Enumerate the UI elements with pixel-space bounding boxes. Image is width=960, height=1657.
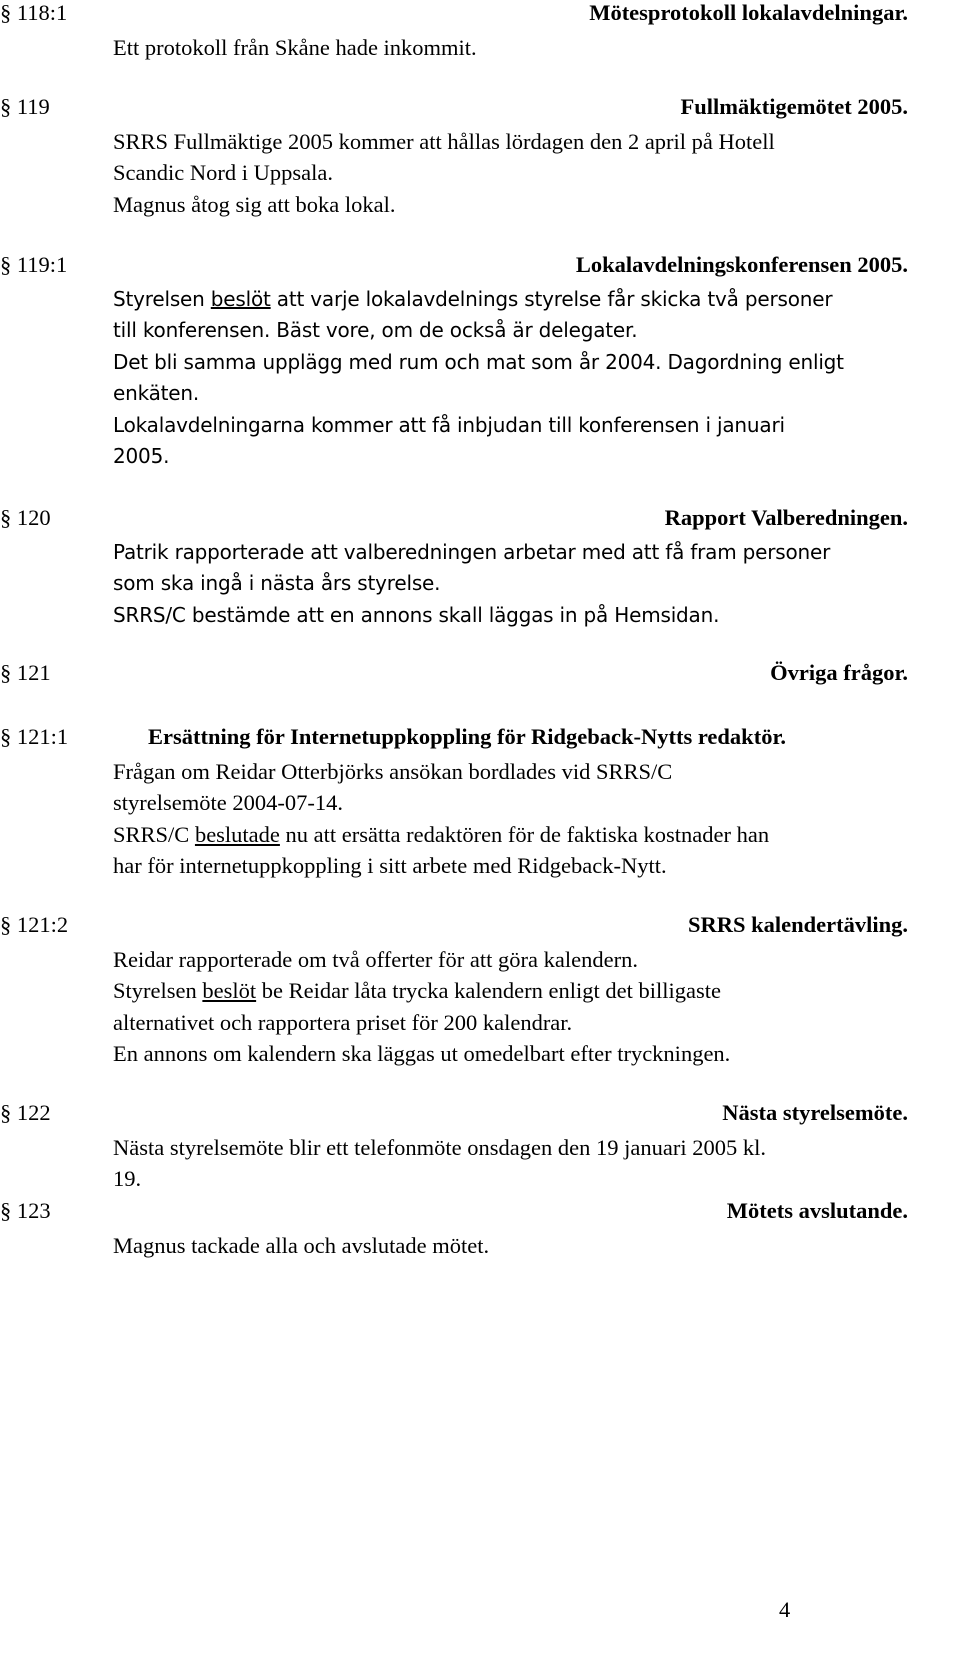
section-body <box>113 1132 913 1195</box>
paragraph-number: § 119 <box>0 94 50 119</box>
body-line <box>113 975 913 1007</box>
section-heading: Fullmäktigemötet 2005. <box>680 94 908 119</box>
body-line: 2005. <box>113 444 170 468</box>
body-line: Ett protokoll från Skåne hade inkommit. <box>113 34 477 60</box>
body-line: enkäten. <box>113 381 200 405</box>
body-line: alternativet och rapportera priset för 200 kalendrar. <box>113 1009 573 1035</box>
section-heading: Rapport Valberedningen. <box>664 505 908 530</box>
paragraph-number: § 122 <box>0 1100 51 1125</box>
body-line <box>113 819 913 851</box>
paragraph-number: § 118:1 <box>0 0 68 25</box>
paragraph-number: § 123 <box>0 1198 51 1223</box>
line-text: Styrelsen <box>113 978 203 1003</box>
body-line: Scandic Nord i Uppsala. <box>113 160 333 185</box>
line-text: Styrelsen <box>113 286 211 311</box>
body-line: som ska ingå i nästa års styrelse. <box>113 571 441 595</box>
section-body <box>113 537 913 632</box>
body-line: Magnus åtog sig att boka lokal. <box>113 191 396 217</box>
body-line: styrelsemöte 2004-07-14. <box>113 790 343 815</box>
page-number: 4 <box>779 1597 791 1622</box>
underlined-word: beslutade <box>194 821 280 847</box>
paragraph-number: § 121:2 <box>0 912 69 937</box>
body-line: Nästa styrelsemöte blir ett telefonmöte onsdagen den 19 januari 2005 kl. <box>113 1134 766 1160</box>
paragraph-number: § 120 <box>0 505 51 530</box>
body-line: 19. <box>113 1166 142 1191</box>
body-line: till konferensen. Bäst vore, om de också är delegater. <box>113 318 638 342</box>
paragraph-number: § 121 <box>0 660 51 685</box>
section-heading: Mötesprotokoll lokalavdelningar. <box>589 0 908 25</box>
body-line: En annons om kalendern ska läggas ut omedelbart efter tryckningen. <box>113 1041 731 1066</box>
underlined-word: beslöt <box>202 978 257 1003</box>
body-line: Magnus tackade alla och avslutade mötet. <box>113 1232 490 1258</box>
body-line: Det bli samma upplägg med rum och mat som år 2004. Dagordning enligt <box>113 349 844 374</box>
body-line: SRRS Fullmäktige 2005 kommer att hållas lördagen den 2 april på Hotell <box>113 128 775 154</box>
body-line <box>113 284 913 316</box>
section-body <box>113 32 913 64</box>
body-line: har för internetuppkoppling i sitt arbete med Ridgeback-Nytt. <box>113 853 667 878</box>
paragraph-number: § 119:1 <box>0 252 68 277</box>
body-line: Frågan om Reidar Otterbjörks ansökan bordlades vid SRRS/C <box>113 758 673 784</box>
line-text: nu att ersätta redaktören för de faktiska kostnader han <box>279 821 770 847</box>
section-heading: Ersättning för Internetuppkoppling för Ridgeback-Nytts redaktör. <box>148 724 786 749</box>
section-heading: SRRS kalendertävling. <box>687 912 908 937</box>
body-line: Patrik rapporterade att valberedningen arbetar med att få fram personer <box>113 539 831 564</box>
line-text: be Reidar låta trycka kalendern enligt det billigaste <box>256 978 721 1003</box>
section-body <box>113 284 913 473</box>
body-line: SRRS/C bestämde att en annons skall läggas in på Hemsidan. <box>113 602 720 627</box>
section-heading: Lokalavdelningskonferensen 2005. <box>575 252 908 277</box>
section-body <box>113 756 913 882</box>
section-heading: Nästa styrelsemöte. <box>722 1100 908 1125</box>
paragraph-number: § 121:1 <box>0 724 69 749</box>
section-body <box>113 944 913 1070</box>
line-text: SRRS/C <box>113 821 195 847</box>
line-text: att varje lokalavdelnings styrelse får skicka två personer <box>270 286 833 311</box>
section-heading: Mötets avslutande. <box>726 1198 908 1223</box>
underlined-word: beslöt <box>210 286 271 311</box>
section-heading: Övriga frågor. <box>770 660 908 685</box>
body-line: Lokalavdelningarna kommer att få inbjudan till konferensen i januari <box>113 412 785 437</box>
section-body <box>113 126 913 221</box>
body-line: Reidar rapporterade om två offerter för att göra kalendern. <box>113 946 638 972</box>
section-body <box>113 1230 913 1262</box>
